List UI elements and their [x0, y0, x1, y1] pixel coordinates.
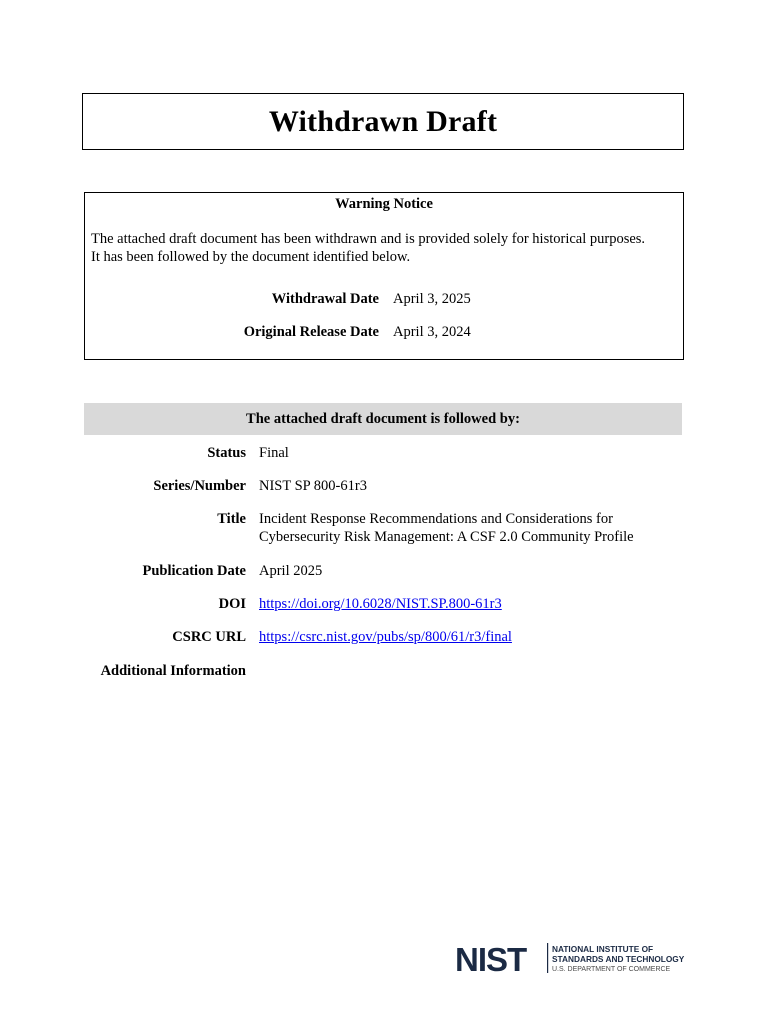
nist-logo	[455, 943, 685, 975]
title-value-line: Cybersecurity Risk Management: A CSF 2.0 Community Profile	[259, 529, 634, 545]
csrc-url-label: CSRC URL	[172, 629, 246, 645]
series-number-label: Series/Number	[153, 478, 246, 494]
doi-link[interactable]: https://doi.org/10.6028/NIST.SP.800-61r3	[259, 596, 502, 612]
title-value-line: Incident Response Recommendations and Considerations for	[259, 511, 613, 527]
warning-notice-box	[84, 192, 684, 360]
withdrawn-draft-banner	[82, 93, 684, 150]
withdrawal-date-value: April 3, 2025	[393, 291, 471, 307]
csrc-url-link[interactable]: https://csrc.nist.gov/pubs/sp/800/61/r3/final	[259, 629, 512, 645]
original-release-date-label: Original Release Date	[243, 324, 379, 340]
series-number-value: NIST SP 800-61r3	[259, 478, 367, 494]
warning-paragraph-line: The attached draft document has been withdrawn and is provided solely for historical purposes.	[91, 231, 646, 247]
logo-line-commerce: U.S. DEPARTMENT OF COMMERCE	[552, 966, 671, 973]
original-release-date-value: April 3, 2024	[393, 324, 471, 340]
followed-by-heading: The attached draft document is followed by:	[246, 410, 520, 427]
warning-notice-paragraph	[91, 230, 681, 266]
title-label: Title	[217, 511, 246, 527]
withdrawal-date-label: Withdrawal Date	[271, 291, 379, 307]
title-value	[259, 510, 689, 546]
additional-information-label: Additional Information	[100, 663, 246, 679]
page-title: Withdrawn Draft	[268, 104, 498, 138]
withdrawal-date-row	[85, 291, 683, 309]
doi-label: DOI	[218, 596, 246, 612]
followed-by-heading-band	[84, 403, 682, 435]
publication-date-value: April 2025	[259, 563, 323, 579]
status-label: Status	[207, 445, 246, 461]
warning-paragraph-line: It has been followed by the document identified below.	[91, 249, 411, 265]
logo-line-standards: STANDARDS AND TECHNOLOGY	[552, 954, 685, 964]
nist-wordmark: NIST	[455, 943, 527, 975]
logo-divider	[547, 943, 548, 973]
original-release-date-row	[85, 324, 683, 342]
publication-date-label: Publication Date	[142, 563, 246, 579]
warning-notice-heading: Warning Notice	[335, 196, 433, 212]
status-value: Final	[259, 445, 289, 461]
logo-line-institute: NATIONAL INSTITUTE OF	[552, 944, 654, 954]
